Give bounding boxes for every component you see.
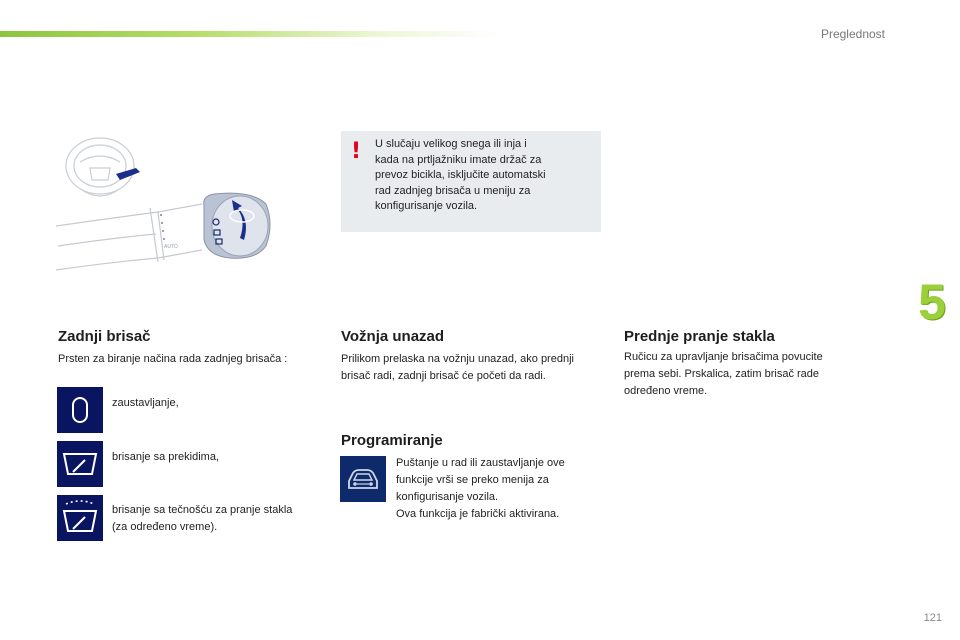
section-title: Preglednost xyxy=(820,27,885,41)
option-caption: zaustavljanje, xyxy=(112,397,179,409)
programming-text: Puštanje u rad ili zaustavljanje ove funkcije vrši se preko menija za konfigurisanje vozila. Ova funkcija je fabrički aktivirana. xyxy=(396,457,565,520)
reversing-text: Prilikom prelaska na vožnju unazad, ako prednji brisač radi, zadnji brisač će početi da radi. xyxy=(341,353,574,382)
warning-line: prevoz bicikla, isključite automatski xyxy=(375,169,546,181)
rear-wiper-intermittent-icon xyxy=(57,441,103,487)
warning-icon: ! xyxy=(351,139,362,164)
programming-title: Programiranje xyxy=(341,432,443,449)
warning-line: kada na prtljažniku imate držač za xyxy=(375,153,542,166)
option-caption: brisanje sa prekidima, xyxy=(112,451,219,463)
rear-wiper-wash-icon xyxy=(57,495,103,541)
front-wash-text: Ručicu za upravljanje brisačima povucite prema sebi. Prskalica, zatim brisač rade određeno vreme. xyxy=(624,351,823,397)
warning-line: konfigurisanje vozila. xyxy=(375,200,478,212)
warning-box xyxy=(341,131,601,232)
page-number: 121 xyxy=(923,612,942,624)
rear-wiper-intro: Prsten za biranje načina rada zadnjeg brisača : xyxy=(58,353,288,365)
wiper-off-icon xyxy=(57,387,103,433)
front-wash-title: Prednje pranje stakla xyxy=(624,328,775,345)
steering-wheel-sketch xyxy=(66,138,134,196)
stalk-markings xyxy=(160,214,178,250)
stalk-highlight xyxy=(116,168,140,180)
chapter-number: 5 xyxy=(918,274,946,330)
reversing-title: Vožnja unazad xyxy=(341,328,445,345)
warning-text xyxy=(375,137,595,215)
car-settings-icon xyxy=(340,456,386,502)
wiper-stalk-illustration xyxy=(52,128,290,276)
stalk-body xyxy=(56,204,202,270)
stalk-auto-label: AUTO xyxy=(164,244,178,250)
option-caption: brisanje sa tečnošću za pranje stakla (za određeno vreme). xyxy=(112,504,293,533)
header-accent-bar xyxy=(0,31,500,37)
warning-line: U slučaju velikog snega ili inja i xyxy=(375,138,527,150)
warning-line: rad zadnjeg brisača u meniju za xyxy=(375,184,531,197)
rear-wiper-title: Zadnji brisač xyxy=(58,328,151,345)
